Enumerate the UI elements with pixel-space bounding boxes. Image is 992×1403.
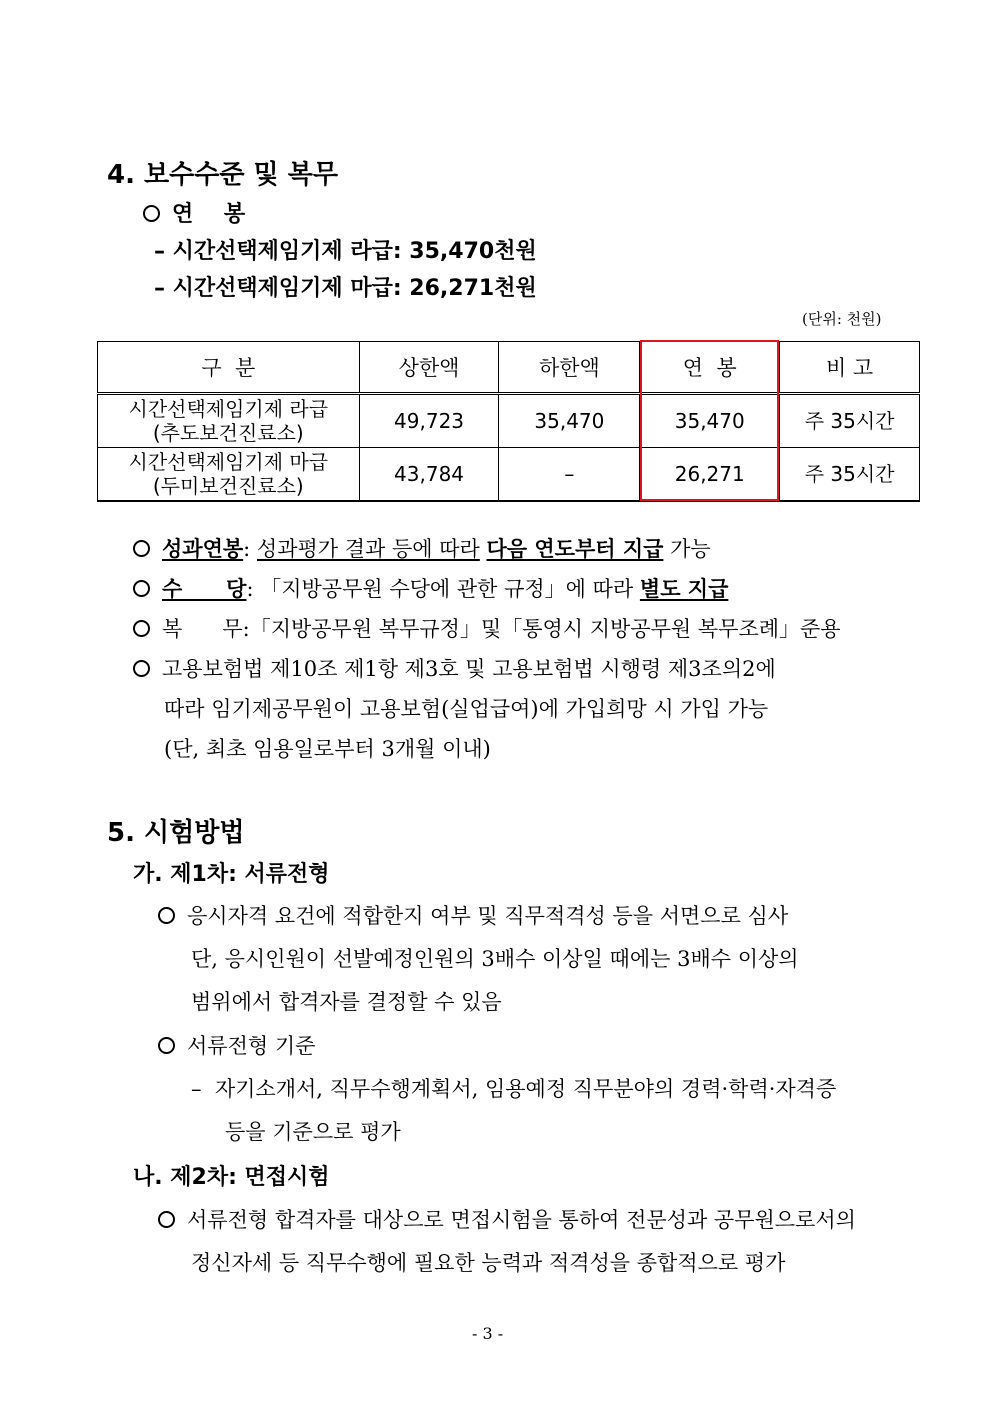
circle-bullet-icon bbox=[158, 907, 175, 924]
row-category-place: (두미보건진료소) bbox=[152, 474, 304, 498]
salary-heading: 연 봉 bbox=[172, 202, 246, 227]
section-5-title: 5. 시험방법 bbox=[107, 818, 245, 848]
performance-text-a: 성과평가 결과 등에 따라 bbox=[256, 537, 480, 561]
row-category-name: 시간선택제임기제 라급 bbox=[128, 397, 329, 421]
row-category bbox=[98, 448, 360, 502]
allowance-text-b: 별도 지급 bbox=[639, 577, 729, 601]
circle-bullet-icon bbox=[158, 1037, 175, 1054]
stage-2-bullet-1 bbox=[158, 1204, 856, 1234]
allowance-text-a: 「지방공무원 수당에 관한 규정」에 따라 bbox=[260, 577, 634, 601]
section-4-title: 4. 보수수준 및 복무 bbox=[107, 160, 338, 190]
stage-1-bullet-1-line-1: 응시자격 요건에 적합한지 여부 및 직무적격성 등을 서면으로 심사 bbox=[187, 904, 789, 928]
header-note: 비 고 bbox=[780, 342, 920, 394]
salary-heading-row bbox=[143, 197, 245, 228]
stage-1-bullet-2 bbox=[158, 1030, 315, 1060]
unit-note: (단위: 천원) bbox=[802, 310, 882, 328]
header-max: 상한액 bbox=[359, 342, 499, 394]
row-note: 주 35시간 bbox=[780, 448, 920, 502]
performance-text-c: 가능 bbox=[670, 537, 711, 561]
insurance-line-2: 따라 임기제공무원이 고용보험(실업급여)에 가입희망 시 가입 가능 bbox=[164, 697, 769, 721]
insurance-line-1: 고용보험법 제10조 제1항 제3호 및 고용보험법 시행령 제3조의2에 bbox=[162, 657, 776, 681]
header-min: 하한액 bbox=[499, 342, 640, 394]
table-header-row bbox=[98, 342, 920, 394]
row-category-place: (추도보건진료소) bbox=[152, 421, 304, 445]
performance-bullet: 성과연봉: 성과평가 결과 등에 따라 다음 연도부터 지급 가능 bbox=[133, 533, 711, 563]
duty-text: :「지방공무원 복무규정」및「통영시 지방공무원 복무조례」준용 bbox=[242, 617, 841, 641]
row-min: – bbox=[499, 448, 640, 502]
salary-line-ma: – 시간선택제임기제 마급: 26,271천원 bbox=[154, 276, 537, 301]
table-row bbox=[98, 448, 920, 502]
header-category: 구 분 bbox=[98, 342, 360, 394]
row-salary: 35,470 bbox=[640, 394, 780, 448]
circle-bullet-icon bbox=[133, 540, 150, 557]
insurance-bullet bbox=[133, 653, 776, 683]
row-category-name: 시간선택제임기제 마급 bbox=[128, 450, 329, 474]
stage-2-bullet-1-line-1: 서류전형 합격자를 대상으로 면접시험을 통하여 전문성과 공무원으로서의 bbox=[187, 1208, 856, 1232]
stage-1-bullet-1-line-3: 범위에서 합격자를 결정할 수 있음 bbox=[191, 990, 502, 1014]
stage-1-bullet-2-text: 서류전형 기준 bbox=[187, 1034, 316, 1058]
stage-1-bullet-1 bbox=[158, 900, 788, 930]
salary-table bbox=[97, 341, 920, 502]
row-category bbox=[98, 394, 360, 448]
row-note: 주 35시간 bbox=[780, 394, 920, 448]
circle-bullet-icon bbox=[158, 1211, 175, 1228]
stage-2-bullet-1-line-2: 정신자세 등 직무수행에 필요한 능력과 적격성을 종합적으로 평가 bbox=[191, 1251, 786, 1275]
stage-1-title: 가. 제1차: 서류전형 bbox=[133, 862, 330, 887]
duty-label: 복 무 bbox=[162, 617, 243, 641]
insurance-line-3: (단, 최초 임용일로부터 3개월 이내) bbox=[164, 737, 491, 761]
stage-1-criteria-line-2: 등을 기준으로 평가 bbox=[225, 1120, 401, 1144]
row-max: 43,784 bbox=[359, 448, 499, 502]
duty-bullet bbox=[133, 613, 841, 643]
header-salary: 연 봉 bbox=[640, 342, 780, 394]
circle-bullet-icon bbox=[133, 660, 150, 677]
salary-line-ra: – 시간선택제임기제 라급: 35,470천원 bbox=[154, 239, 537, 264]
performance-label: 성과연봉 bbox=[162, 537, 244, 561]
stage-1-bullet-1-line-2: 단, 응시인원이 선발예정인원의 3배수 이상일 때에는 3배수 이상의 bbox=[191, 947, 799, 971]
allowance-label: 수 당 bbox=[162, 577, 247, 601]
allowance-bullet: 수 당: 「지방공무원 수당에 관한 규정」에 따라 별도 지급 bbox=[133, 573, 728, 603]
page-number: - 3 - bbox=[472, 1324, 504, 1343]
row-salary: 26,271 bbox=[640, 448, 780, 502]
circle-bullet-icon bbox=[133, 620, 150, 637]
table-row bbox=[98, 394, 920, 448]
circle-bullet-icon bbox=[143, 205, 160, 222]
circle-bullet-icon bbox=[133, 580, 150, 597]
performance-text-b: 다음 연도부터 지급 bbox=[486, 537, 664, 561]
row-max: 49,723 bbox=[359, 394, 499, 448]
row-min: 35,470 bbox=[499, 394, 640, 448]
stage-1-criteria-line-1: – 자기소개서, 직무수행계획서, 임용예정 직무분야의 경력·학력·자격증 bbox=[191, 1077, 837, 1101]
stage-2-title: 나. 제2차: 면접시험 bbox=[133, 1165, 330, 1190]
